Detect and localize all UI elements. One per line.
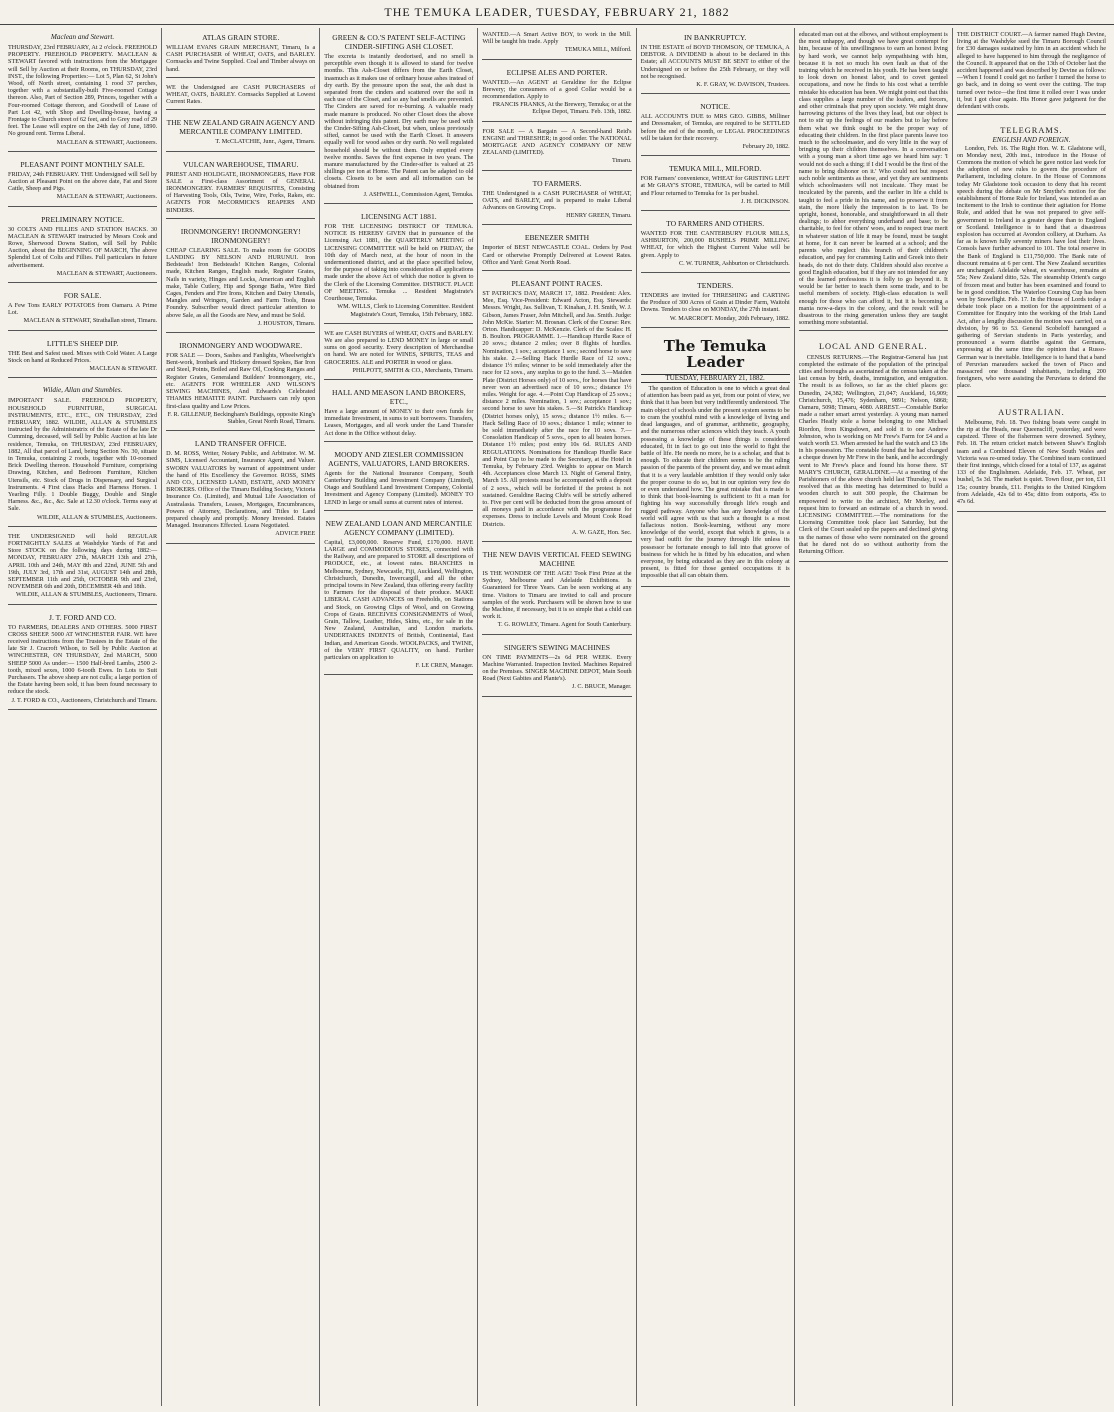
advert-signature: MACLEAN & STEWART, Auctioneers. <box>56 269 158 277</box>
article-block <box>482 545 631 635</box>
advert-signature: F. LE CREN, Manager. <box>415 662 474 670</box>
article-body: Have a large amount of MONEY to their own funds for immediate Investment, in sums to suit borrowers. Transfers, Leases, Mortgages, and all work under the Land Transfer Act done in the Office without delay. <box>324 407 474 437</box>
article-body: THE UNDERSIGNED will hold REGULAR FORTNIGHTLY SALES at Washdyke Yards of Fat and Store STOCK on the following days during 1882:— MONDAY, FEBRUARY 27th, MARCH 13th and 27th, APRIL 10th and 24th, MAY 8th and 22nd, JUNE 5th and 19th, JULY 3rd, 17th and 31st, AUGUST 14th and 28th, SEPTEMBER 11th and 25th, OCTOBER 9th and 23rd, NOVEMBER 6th and 20th, DECEMBER 4th and 18th. <box>8 532 158 591</box>
advert-heading: IRONMONGERY! IRONMONGERY! IRONMONGERY! <box>180 226 301 245</box>
article-block <box>482 274 631 542</box>
advert-signature: C. W. TURNER, Ashburton or Christchurch. <box>678 259 790 267</box>
advert-signature: MACLEAN & STEWART, Auctioneers. <box>56 138 158 146</box>
advert-heading: VULCAN WAREHOUSE, TIMARU. <box>182 159 299 169</box>
article-block <box>799 28 948 331</box>
advert-heading: TO FARMERS. <box>532 178 582 188</box>
article-body: Importer of BEST NEWCASTLE COAL. Orders by Post Card or otherwise Promptly Delivered at Lowest Rates. Office and Yard: Great North Road. <box>482 244 632 266</box>
advert-heading: LICENSING ACT 1881. <box>361 212 437 222</box>
article-body: WANTED FOR THE CANTERBURY FLOUR MILLS, ASHBURTON, 200,000 BUSHELS PRIME MILLING WHEAT, for which the Highest Current Value will be given. Apply to <box>640 230 790 259</box>
article-block <box>166 28 315 78</box>
advert-heading: IRONMONGERY AND WOODWARE. <box>179 341 303 351</box>
advert-signature: WILDIE, ALLAN & STUMBLES, Auctioneers, Timaru. <box>16 591 158 599</box>
article-body: D. M. ROSS, Writer, Notary Public, and Arbitrator. W. M. SIMS, Licensed Accountant, Insurance Agent, and Valuer. SWORN VALUATORS by warrant of appointment under the hand of His Excellency the Governor. ROSS, SIMS AND CO., LICENSED LAND, ESTATE, AND MONEY BROKERS. Office of the Timaru Building Society, Victoria Insurance Co. (Limited), and Mutual Life Association of Australasia. Transfers, Leases, Mortgages, Encumbrances, Powers of Attorney, Declarations, and Titles to Land prepared cheaply and promptly. Money Invested. Estates Managed. Insurances Effected. Loans Negotiated. <box>166 450 316 530</box>
article-block <box>324 445 473 511</box>
advert-heading: THE NEW ZEALAND GRAIN AGENCY AND MERCANTILE COMPANY LIMITED. <box>166 118 315 137</box>
article-body: ST PATRICK'S DAY, MARCH 17, 1882. President: Alex. Mee, Esq. Vice-President: Edward Acton, Esq. Stewards: Messrs. Wright, Jas. Sullivan, T. Kinahan, J. H. Smith, W. J. Gibson, James Fraser, John Mitchell, and Jas. Smith. Judge: John McKie. Starter: M. Brosnan. Clerk of the Course: Rev. Orton. Handicapper: D. McKenzie. Clerk of the Scales: H. B. Boulton. PROGRAMME. 1.—Handicap Hurdle Race of 20 sovs.; distance 2 miles; over 8 flights of hurdles. Nomination, 1 sov.; acceptance 1 sov.; second horse to save his stake. 2.—Selling Hack Hurdle Race of 12 sovs.; distance 1½ miles; winner to be sold immediately after the race for 12 sovs., any surplus to go to the fund. 3.—Maiden Plate (District Horses only) of 10 sovs., for horses that have never won an advertised race of 10 sovs.; distance 1½ miles. Weight for age. 4.—Point Cup Handicap of 25 sovs.; distance 2 miles. Nomination, 1 sov.; acceptance 1 sov.; second horse to save his stakes. 5.—St Patrick's Handicap (District horses only), 15 sovs.; distance 1½ miles. 6.—Hack Selling Race of 10 sovs.; distance 1 mile; winner to be sold immediately after the race for 10 sovs. 7.—Consolation Handicap of 5 sovs., open to all beaten horses. Distance 1½ miles; post entry 10s 6d. RULES AND REGULATIONS. Nominations for Handicap Hurdle Race and Point Cup to be made to the Secretary, at the Hotel in Temuka, by February 23rd. Weights to appear on March 4th. Acceptances close March 13. Night of General Entry, March 15. All protests must be accompanied with a deposit of 2 sovs., which will be forfeited if the protest is not sustained. Geraldine Racing Club's will be strictly adhered to. Five per cent will be deducted from the gross amount of all moneys paid in accordance with the programme for expenses. Dress to include Levels and Mount Cook Road Districts. <box>482 290 632 528</box>
advert-signature: J. C. BRUCE, Manager. <box>571 683 632 691</box>
article-block <box>482 228 631 271</box>
newspaper-nameplate: The Temuka Leader <box>663 336 767 371</box>
article-body: The excreta is instantly deodorised, and no smell is perceptible even though it is allowed to stand for twelve months. This Ash-Closet differs from the Earth Closet, inasmuch as it makes use of ordinary house ashes instead of dry earth. By the pressure upon the seat, the ash dust is separated from the cinders and scattered over the soil in each use of the Closet, and so any bad smells are prevented. The Cinders are saved for re-burning. A valuable ready made manure is produced. No other Closet does the above without infringing this patent. Dry earth may be used with the Cinder-Sifting Ash-Closet, but when, unless previously sifted, cannot be used with the Earth Closet. It answers equally well for wood ashes or dry earth. No well regulated household should be without them. Only emptied every twelve months. Saves the first expense in two years. The manure manufactured by the Cinder-sifter is valued at 25 shillings per ton at Home. The Patent can be adapted to old closets. Closets to be seen and all information can be obtained from <box>324 53 474 190</box>
article-body: THE DISTRICT COURT.—A farmer named Hugh Devine, living at the Washdyke sued the Timaru Borough Council for £30 damages sustained by him in an accident which he alleged to have happened to him through the negligence of the Council. It appeared that on the 13th of October last the accident happened and was described by Devine as follows:—When I found I could get no farther I turned the horse to go back, and in doing so went over the cutting. The trap turned over twice—the first time it rolled over I was under it, but I got clear again. His Honor gave judgment for the defendant with costs. <box>956 31 1106 111</box>
article-body: CHEAP CLEARING SALE. To make room for GOODS LANDING BY NELSON AND HURUNUI. Iron Bedsteads! Iron Bedsteads! Kitchen Ranges, Colonial made, Kitchen Ranges, English made, Register Grates, Nails in variety, Hinges and Locks, American and English make, Table Cutlery, Hip and Sponge Baths, Wire Bird Cages, Fenders and Fire Irons, Kitchen and Dairy Utensils, Mangles and Wringers, Garden and Farm Tools, Brass Foundry. Subscriber would direct particular attention to above Sale, as all the Goods are New, and must be Sold. <box>166 246 316 319</box>
advert-heading: EBENEZER SMITH <box>524 233 590 243</box>
article-body: THURSDAY, 23rd FEBRUARY, At 2 o'clock. FREEHOLD PROPERTY. FREEHOLD PROPERTY. MACLEAN & STEWART favored with instructions from the Mortgagee will Sell by Auction at their Rooms, on THURSDAY, 23rd INST., the following Properties:— Lot 5, Plan 62, St John's Wood, off North street, containing 1 rood 37 perches, together with a substantially-built Five-roomed Cottage thereon. Also, Part of Section 289, Princes, together with a Four-roomed Cottage thereon, and Goodwill of Lease of Part Lot 42, with Shop and Dwelling-house, having a Frontage to Church street of 62 feet, and to Grey road of 29 feet. The Lease will expire on the 24th day of June, 1890. No ground rent. Terms Liberal. <box>8 44 158 138</box>
advert-heading: PLEASANT POINT MONTHLY SALE. <box>20 159 145 169</box>
advert-heading: NOTICE. <box>700 102 730 112</box>
advert-heading: PLEASANT POINT RACES. <box>511 279 603 289</box>
article-body: 30 COLTS AND FILLIES AND STATION HACKS. 30 MACLEAN & STEWART instructed by Messrs Cook and Rowe, Sherwood Downs Station, will Sell by Public Auction, about the BEGINNING OF MARCH, The above Splendid Lot of Colts and Fillies. Full particulars in future advertisement. <box>8 225 158 269</box>
article-block <box>482 28 631 60</box>
article-body: FOR SALE — Doors, Sashes and Fanlights, Wheelwright's Bent-work, Ironbark and Hickory dressed Spokes, Bar Iron and Steel, Points, Boiled and Raw Oil, Cooking Ranges and Register Grates, Generaland Builders' Ironmongery, etc., etc. AGENTS FOR WHEELER AND WILSON'S SEWING MACHINES, And Edwards's Celebrated THAMES HEMATITE PAINT. Purchasers can rely upon first-class quality and Low Prices. <box>166 352 316 410</box>
advert-heading: TO FARMERS AND OTHERS. <box>666 219 765 229</box>
article-body: A Few Tons EARLY POTATOES from Oamaru. A Prime Lot. <box>8 302 158 317</box>
advert-heading: J. T. FORD AND CO. <box>49 612 117 622</box>
advert-signature: T. McCLATCHIE, Junr., Agent, Timaru. <box>215 138 316 146</box>
advert-signature: W. MARCROFT. Monday, 20th February, 1882. <box>669 314 790 322</box>
advert-heading: ECLIPSE ALES AND PORTER. <box>506 67 608 77</box>
article-body: FOR THE LICENSING DISTRICT OF TEMUKA. NOTICE IS HEREBY GIVEN that in pursuance of the Licensing Act 1881, the QUARTERLY MEETING of LICENSING COMMITTEE will be held on FRIDAY, the 10th day of March next, at the hour of noon in the undermentioned district, and at the place specified below, for the purpose of taking into consideration all applications made under the above Act of which due notice is given to the Clerk of the Licensing Committee. DISTRICT. PLACE OF MEETING. Temuka ... Resident Magistrate's Courthouse, Temuka. <box>324 223 474 303</box>
advert-heading: ATLAS GRAIN STORE. <box>202 33 280 42</box>
advert-signature: J. T. FORD & CO., Auctioneers, Christchurch and Timaru. <box>11 696 158 704</box>
article-body: London, Feb. 16. The Right Hon. W. E. Gladstone will, on Monday next, 20th inst., introduce in the House of Commons the motion of which he gave notice last week for the adoption of new rules to govern the procedure of Parliament, including cloture. In the House of Commons today Mr Gladstone took occasion to deny that his recent speech during the debate on Mr Smythe's motion for the establishment of Home Rule for Ireland, was intended as an incitement to the Irish to continue their agitation for Home Rule, and added that he was not prepared to give self-government to Ireland in a greater degree than to England or Scotland. Intelligence is to hand that a disastrous explosion has occurred at Avondon colliery, at Durham. As far as is known fully seventy miners have lost their lives. Consols have further advanced to 101. The total reserve in the Bank of England is £11,750,000. The Bank rate of discount remains at 6 per cent. The New Zealand securities are unchanged. Adelaide wheat, ex warehouse, remains at 55s; New Zealand ditto, 52s. The steamship Orient's cargo of frozen meat and butter has been examined and found to be in good condition. The Waterloo Coursing Cup has been won by Snowflight. Feb. 17. In the House of Lords today a debate took place on a motion for the appointment of a Committee for Enquiry into the working of the Irish Land Act, after a lengthy discussion the motion was carried, on a division, by 96 to 53. General Scobeloff harangued a gathering of Servian students in Paris yesterday, and pronounced a warm diatribe against the Germans, expressing at the same time the opinion that a Russo-German war is inevitable. Intelligence is to hand that a band of Peruvian marauders sacked the town of Pisco and massacred one thousand inhabitants, including 200 foreigners, who were assisting the Peruvians to defend the place. <box>956 144 1106 390</box>
article-body: educated man out at the elbows, and without employment is the most unhappy, and though we have great contempt for him, because of his unwillingness to earn an honest living by hard work, we cannot help sympathising with him, because it is not so much his own fault as that of the training which he received in his youth. He has been taught to look down on honest labor, and to covet genteel occupations, and now he finds to his cost what a terrible mistake his education has been. We might point out that this class supplies a large number of the loafers, and forcers, and other criminals that prey upon society. We might draw harrowing pictures of the lives they lead, but our object is not to stir up the feelings of our readers but to lay before them what we think ought to be the proper way of educating their children. In the first place parents leave too much to the schoolmaster, and do very little in the way of bringing up their children themselves. In a conversation with a young man a short time ago we heard him say: 'I would not do such a thing; if I did I would be the first of the name to bring dishonor on it.' Who could not but respect such noble sentiments as these, and yet they are sentiments which schoolmasters will not inculcate. They must be inculcated by the parents, and the earlier in life a child is taught to feel a pride in his name, and to preserve it from stain, the more likely the impression is to last. To be upright, honest, honorable, and straightforward in all their dealings; to abhor everything underhand and base; to be charitable, to feel for others' woes, and to respect true merit in whatever station of life it may be found, must be taught at home, for it can never be learned at a school; and the parents who neglect this branch of their children's education, and pay for cramming Latin and Greek into their heads, do not do their duty. Children should also receive a good English education, but if they are not intended for any of the learned professions it is folly to go beyond it. It would be far better to teach them some trade, and to be useful members of society. High-class education is well enough for those who can afford it, but it is becoming a mania now-a-days in the colony, and the result will be disastrous to the rising generation unless they are taught something more substantial. <box>798 31 948 327</box>
advert-signature: TEMUKA MILL, Milford. <box>564 46 632 54</box>
article-block <box>957 28 1106 115</box>
advert-signature: K. F. GRAY, W. DAVISON, Trustees. <box>696 81 790 89</box>
article-body: IMPORTANT SALE. FREEHOLD PROPERTY, HOUSEHOLD FURNITURE, SURGICAL INSTRUMENTS, ETC., ETC., ON THURSDAY, 23rd FEBRUARY, 1882. WILDIE, ALLAN & STUMBLES instructed by the Administratrix of the Estate of the late Dr Cumming, deceased, will Sell by Public Auction at his late residence, Temuka, on THURSDAY, 23rd FEBRUARY, 1882, All that parcel of Land, being Section No. 30, situate in Temuka, containing 2 roods, together with 10-roomed Brick Dwelling thereon. Household Furniture, comprising Drawing, Kitchen, and Bedroom Furniture, Kitchen Utensils, etc. Stock of Drugs in Dispensary, and Surgical Instruments. 4 First class Hacks and Harness Horses. 1 Yearling Filly. 1 Double Buggy, Double and Single Harness. &c., &c., &c. Sale at 12.30 o'clock. Terms easy at Sale. <box>8 397 158 513</box>
article-body: Melbourne, Feb. 18. Two fishing boats were caught in the rip at the Heads, near Queenscliff, yesterday, and were capsized. Three of the fishermen were drowned. Sydney, Feb. 18. The return cricket match between Shaw's English team and a Combined Eleven of New South Wales and Victoria was re-umed today. The Combined team continued their first innings, which closed for a total of 137, as against 133 of the Englishmen. Adelaide, Feb. 17. Wheat, per bushel, 5s 3d. The market is quiet. Town flour, per ton, £11 15s; country brands, £11. Freights to the United Kingdom from Adelaide, 42s 6d to 45s; ditto from outports, 45s to 47s 6d. <box>956 418 1106 505</box>
advert-signature: J. ASHWELL, Commission Agent, Temuka. <box>363 190 474 198</box>
advert-heading: TEMUKA MILL, MILFORD. <box>668 164 762 174</box>
article-body: IS THE WONDER OF THE AGE! Took First Prize at the Sydney, Melbourne and Adelaide Exhibitions. Is Guaranteed for Three Years. Can be seen working at any time. Visitors to Timaru are invited to call and procure samples of the work. Purchasers will be shown how to use the Machine, if necessary, but it is so simple that a child can work it. <box>482 569 632 621</box>
advert-heading: IN BANKRUPTCY. <box>683 33 747 42</box>
article-block <box>324 207 473 324</box>
article-block <box>641 331 790 587</box>
advert-heading: HALL AND MEASON LAND BROKERS, ETC., <box>332 387 466 406</box>
advert-signature: A. W. GAZE, Hon. Sec. <box>571 528 632 536</box>
article-body: WANTED.—A Smart Active BOY, to work in the Mill. Will be taught his trade. Apply <box>482 31 632 46</box>
article-body: Agents for the National Insurance Company, South Canterbury Building and Investment Company (Limited), Otago and Southland Land Investment Company, Colonial Investment and Agency Company (Limited). MONEY TO LEND in large or small sums at current rates of interest. <box>324 469 474 506</box>
section-heading: AUSTRALIAN. <box>998 407 1065 417</box>
column-1 <box>4 28 162 1406</box>
section-heading: LOCAL AND GENERAL. <box>818 342 928 352</box>
article-block <box>482 638 631 697</box>
advert-signature: WILDIE, ALLAN & STUMBLES, Auctioneers. <box>37 513 158 521</box>
advert-heading: SINGER'S SEWING MACHINES <box>503 642 610 652</box>
article-block <box>641 97 790 156</box>
column-6 <box>795 28 953 1406</box>
column-3 <box>320 28 478 1406</box>
article-block <box>324 514 473 676</box>
article-block <box>166 222 315 333</box>
advert-heading: THE NEW DAVIS VERTICAL FEED SEWING MACHINE <box>482 549 632 568</box>
advert-signature: WM. WILLS, Clerk to Licensing Committee. Resident Magistrate's Court, Temuka, 15th February, 1882. <box>337 303 474 318</box>
article-body: CENSUS RETURNS.—The Registrar-General has just completed the estimate of the population of the principal cities and boroughs as ascertained at the census taken at the last census by birth, deaths, immigration, and emigration. The result is as follows, so far as the chief places go: Dunedin, 24,382; Wellington, 21,047; Auckland, 16,909; Christchurch, 15,476; Sydenham, 9891; Nelson, 6868; Oamaru, 5098; Timaru, 4080. ARREST.—Constable Burke made a rather smart arrest yesterday. A young man named Charles Heatly stole a horse belonging to one Michael Riordon, from Kingsdown, and sold it to one Andrew Johnston, who is working on Mr Frew's Farm for £4 and a watch worth £3. When arrested he had the watch and £3 18s in his possession. The constable found that he had changed a cheque drawn by Mr Frew in the bank, and he accordingly went to Mr Frew's place and found his horse there. ST MARY'S CHURCH, GERALDINE.—At a meeting of the Parishioners of the above church held last Thursday, it was resolved that as this meeting has determined to build a wooden church to suit 300 people, the Chairman be empowered to write to the architect, Mr Morley, and request him to forward an estimate of a church in wood. LICENSING COMMITTEE.—The nominations for the Licensing Committee took place last Saturday, but the Clerk of the Court sealed up the papers and declined giving us the names of those who were nominated on the ground that he dared not do so without authority from the Returning Officer. <box>798 353 948 556</box>
advert-heading: PRELIMINARY NOTICE. <box>41 214 124 224</box>
article-body: THE Undersigned is a CASH PURCHASER of WHEAT, OATS, and BARLEY, and is prepared to make Liberal Advances on Growing Crops. <box>482 189 632 212</box>
newspaper-masthead: THE TEMUKA LEADER, TUESDAY, FEBRUARY 21, 1882 <box>0 0 1114 25</box>
article-body: WE the Undersigned are CASH PURCHASERS of WHEAT, OATS, BARLEY. Cornsacks Supplied at Lowest Current Rates. <box>166 83 316 106</box>
article-block <box>166 113 315 151</box>
issue-date: TUESDAY, FEBRUARY 21, 1882. <box>641 374 790 383</box>
article-body: WILLIAM EVANS GRAIN MERCHANT, Timaru, Is a CASH PURCHASER of WHEAT, OATS, and BARLEY. Cornsacks and Twine Supplied. Coal and Timber always on hand. <box>166 44 316 73</box>
article-body: ALL ACCOUNTS DUE to MRS GEO. GIBBS, Milliner and Dressmaker, of Temuka, are required to be SETTLED before the end of the month, or LEGAL PROCEEDINGS will be taken for their recovery. <box>640 113 790 142</box>
article-block <box>957 118 1106 396</box>
article-block <box>8 28 157 152</box>
article-block <box>324 28 473 204</box>
advert-signature: FRANCIS FRANKS, At the Brewery, Temuka; or at the Eclipse Depot, Timaru. Feb. 13th, 1882. <box>492 101 632 116</box>
advert-signature: PHILPOTT, SMITH & CO., Merchants, Timaru. <box>352 366 474 374</box>
advert-heading: MOODY AND ZIESLER COMMISSION AGENTS, VALUATORS, LAND BROKERS. <box>328 449 470 468</box>
advert-heading: FOR SALE. <box>63 291 102 301</box>
advert-heading: GREEN & CO.'S PATENT SELF-ACTING CINDER-SIFTING ASH CLOSET. <box>332 33 466 51</box>
article-block <box>166 336 315 431</box>
article-body: FOR SALE — A Bargain — A Second-hand Reid's ENGINE and THRESHER; in good order. The NATIONAL MORTGAGE AND AGENCY COMPANY OF NEW ZEALAND (LIMITED). <box>482 127 632 157</box>
article-body: IN THE ESTATE of BOYD THOMSON, OF TEMUKA, A DEBTOR. A DIVIDEND is about to be declared in this Estate; all ACCOUNTS MUST BE SENT to either of the Undersigned on or before the 25th February, or they will not be recognised. <box>640 44 790 80</box>
newspaper-columns <box>4 28 1110 1406</box>
article-body: TENDERS are invited for THRESHING and CARTING the Produce of 300 Acres of Grain at Dinder Farm, Waitohi Downs. Tenders to close on MONDAY, the 27th instant. <box>640 292 790 314</box>
advert-signature: MACLEAN & STEWART, Auctioneers. <box>56 193 158 201</box>
article-body: THE Best and Safest used. Mixes with Cold Water. A Large Stock on hand at Reduced Prices. <box>8 349 158 364</box>
section-heading: TELEGRAMS. <box>1000 126 1063 136</box>
advert-signature: J. H. DICKINSON. <box>741 197 790 205</box>
article-block <box>957 400 1106 513</box>
column-2 <box>162 28 320 1406</box>
advert-heading: Maclean and Stewart. <box>50 33 115 41</box>
advert-heading: LAND TRANSFER OFFICE. <box>194 439 287 449</box>
article-block <box>482 63 631 122</box>
article-body: WE are CASH BUYERS of WHEAT, OATS and BARLEY. We are also prepared to LEND MONEY in large or small sums on good security. Every description of Merchandise on hand. We are noted for WINES, SPIRITS, TEAS and GROCERIES. ALE and PORTER in wood or glass. <box>324 329 474 366</box>
advert-signature: MACLEAN & STEWART. <box>89 365 158 373</box>
article-block <box>8 286 157 331</box>
article-block <box>8 608 157 710</box>
advert-signature: T. G. ROWLEY, Timaru. Agent for South Canterbury. <box>497 621 632 629</box>
article-block <box>641 159 790 211</box>
article-body: FOR Farmers' convenience, WHEAT for GRISTING LEFT at Mr GRAY'S STORE, TEMUKA, will be carted to Mill and Flour returned to Temuka for 1s per bushel. <box>640 175 790 197</box>
article-block <box>8 381 157 526</box>
article-block <box>8 155 157 207</box>
article-block <box>8 334 157 379</box>
article-block <box>482 174 631 226</box>
article-body: ON TIME PAYMENTS—2s 6d PER WEEK. Every Machine Warranted. Inspection Invited. Machines Repaired on the Premises. SINGER MACHINE DEPOT, Main South Road (Next Gabites and Plante's). <box>482 653 632 683</box>
article-body: FRIDAY, 24th FEBRUARY. THE Undersigned will Sell by Auction at Pleasant Point on the above date, Fat and Store Cattle, Sheep and Pigs. <box>8 170 158 193</box>
article-block <box>166 434 315 543</box>
article-body: PRIEST AND HOLDGATE, IRONMONGERS, Have FOR SALE a First-class Assortment of GENERAL IRONMONGERY. FARMERS' REQUISITES, Consisting of Harvesting Tools, Oils, Twine, Wire, Forks, Rakes, etc. AGENTS FOR McCORMICK'S REAPERS AND BINDERS. <box>166 170 316 214</box>
article-block <box>8 530 157 605</box>
article-block <box>324 327 473 380</box>
article-block <box>166 81 315 111</box>
advert-signature: ADVICE FREE <box>275 530 316 538</box>
article-block <box>641 276 790 328</box>
advert-signature: MACLEAN & STEWART, Strathallan street, Timaru. <box>23 317 158 325</box>
advert-signature: Timaru. <box>612 157 632 165</box>
advert-heading: Wildie, Allan and Stumbles. <box>42 386 123 395</box>
column-4 <box>478 28 636 1406</box>
advert-heading: LITTLE'S SHEEP DIP. <box>46 338 119 348</box>
article-block <box>799 334 948 562</box>
article-body: Capital, £3,000,000. Reserve Fund, £170,000. HAVE LARGE and COMMODIOUS STORES, connected with the Railway, and are prepared to STORE all descriptions of PRODUCE, etc., at lowest rates. BRANCHES in Melbourne, Sydney, Newcastle, Fiji, Auckland, Wellington, Christchurch, Dunedin, Invercargill, and all the other principal towns in New Zealand, thus offering every facility to Farmers for the disposal of their produce. MAKE LIBERAL CASH ADVANCES on Freeholds, on Stations and Stock, on Growing Clips of Wool, and on Growing Crops of Grain. RECEIVES CONSIGNMENTS of Wool, Grain, Tallow, Leather, Hides, Skins, etc., for sale in the New Zealand, Australian, and London markets. UNDERTAKES INDENTS of British, Continental, East Indian, and American Goods. WOOLPACKS, and TWINE, of the VERY FIRST QUALITY, on hand. Further particulars on application to <box>324 538 474 661</box>
article-block <box>8 210 157 283</box>
advert-signature: HENRY GREEN, Timaru. <box>566 212 632 220</box>
article-block <box>166 155 315 219</box>
column-5 <box>637 28 795 1406</box>
article-block <box>482 125 631 171</box>
article-body: TO FARMERS, DEALERS AND OTHERS. 5000 FIRST CROSS SHEEP. 5000 AT WINCHESTER FAIR. WE have received instructions from the Trustees in the Estate of the late Sir J. Cracroft Wilson, to Sell by Public Auction at WINCHESTER, ON THURSDAY, 2nd MARCH, 5000 SHEEP 5000 As under:— 1500 Half-bred Lambs, 2500 2-tooth, mixed sexes, 1000 6-tooth Ewes. In Lots to Suit Purchasers. The above sheep are not culls; a large portion of the Estate having been sold, it has been found necessary to reduce the stock. <box>8 623 158 696</box>
article-block <box>641 214 790 273</box>
article-block <box>641 28 790 94</box>
article-body: The question of Education is one to which a great deal of attention has been paid as yet, from our point of view, we think that it has been but very indifferently understood. The main object of schools under the present system seems to be to cram the youthful mind with a knowledge of living and dead languages, and of grammar, arithmetic, geography, and the numerous other sciences which they teach. A youth possessing a knowledge of these things is considered educated, fit in fact to go out into the world to fight the battle of life. He needs no more, he is a scholar, and that is enough. To educate their children seems to be the ruling passion of the parents of the present day, and we must admit that it is a very laudable ambition if they would only take the proper course to do so, but in our opinion very few do or even understand how. The great mistake that is made is to think that book-learning is sufficient to fit a man for fighting his way successfully through life's rough and rugged pathway. Anyone who has any knowledge of the world will agree with us that such a thought is a most fallacious notion. Book-learning, without any more knowledge of the world, except that which it gives, is a very bad outfit for the journey through life unless its possessor be fortunate enough to fall into that groove of business for which he is fitted by his education, and when everyone, by being educated as they are in this colony at present, is fitted for those genteel occupations it is impossible that all can obtain them. <box>640 385 790 580</box>
advert-heading: NEW ZEALAND LOAN AND MERCANTILE AGENCY COMPANY (LIMITED). <box>325 518 473 537</box>
article-block <box>324 383 473 442</box>
advert-signature: F. R. GILLENUP, Beckingham's Buildings, opposite King's Stables, Great North Road, Timaru. <box>167 410 316 425</box>
article-body: WANTED.—An AGENT at Geraldine for the Eclipse Brewery; the consumers of a good Collar would be a recommendation. Apply to <box>482 78 632 101</box>
column-7 <box>953 28 1110 1406</box>
advert-signature: J. HOUSTON, Timaru. <box>257 319 316 327</box>
advert-heading: TENDERS. <box>697 281 734 291</box>
advert-signature: February 20, 1882. <box>742 143 790 151</box>
section-subheading: ENGLISH AND FOREIGN. <box>992 136 1071 145</box>
